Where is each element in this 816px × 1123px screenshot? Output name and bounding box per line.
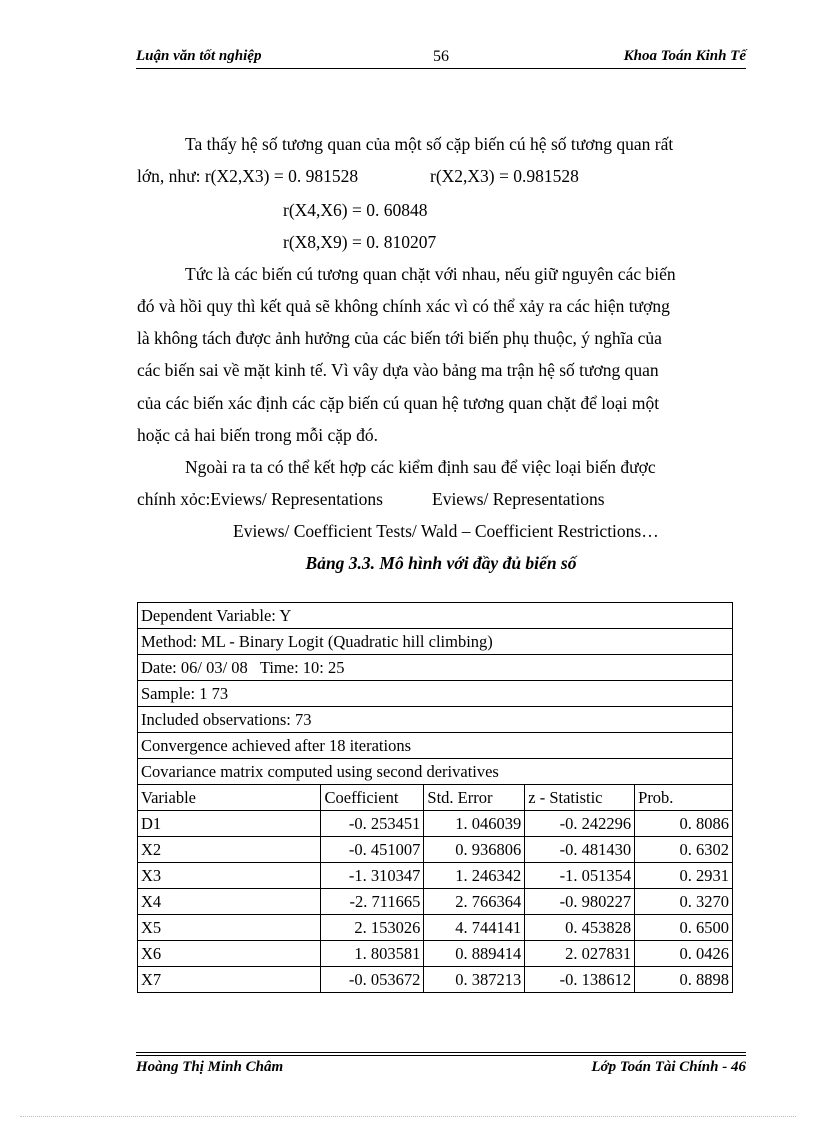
regression-table xyxy=(137,602,733,993)
cell-z-statistic: -0. 242296 xyxy=(525,811,635,837)
info-cell: Method: ML - Binary Logit (Quadratic hill climbing) xyxy=(138,629,733,655)
table-row xyxy=(138,967,733,993)
page-header xyxy=(136,48,746,68)
header-coefficient: Coefficient xyxy=(321,785,424,811)
cell-z-statistic: 0. 453828 xyxy=(525,915,635,941)
page-number: 56 xyxy=(433,48,449,65)
cell-coefficient: -1. 310347 xyxy=(321,863,424,889)
text-line: chính xỏc:Eviews/ Representations xyxy=(137,489,383,509)
info-row xyxy=(138,707,733,733)
info-cell: Covariance matrix computed using second derivatives xyxy=(138,759,733,785)
cell-variable: X7 xyxy=(138,967,321,993)
info-row xyxy=(138,681,733,707)
cell-z-statistic: -1. 051354 xyxy=(525,863,635,889)
cell-std-error: 0. 387213 xyxy=(424,967,525,993)
info-row xyxy=(138,655,733,681)
text-line: lớn, như: r(X2,X3) = 0. 981528 xyxy=(137,166,359,186)
info-row xyxy=(138,759,733,785)
cell-coefficient: -2. 711665 xyxy=(321,889,424,915)
cell-std-error: 0. 889414 xyxy=(424,941,525,967)
text-line: Tức là các biến cú tương quan chặt với nhau, nếu giữ nguyên các biến xyxy=(185,264,676,284)
cell-variable: X5 xyxy=(138,915,321,941)
text-line: các biến sai về mặt kinh tế. Vì vây dựa vào bảng ma trận hệ số tương quan xyxy=(137,360,659,380)
footer-author: Hoàng Thị Minh Châm xyxy=(136,1059,284,1075)
text-line: Eviews/ Representations xyxy=(432,489,605,509)
text-line: là không tách được ảnh hưởng của các biến tới biến phụ thuộc, ý nghĩa của xyxy=(137,328,662,348)
cell-variable: D1 xyxy=(138,811,321,837)
cell-std-error: 2. 766364 xyxy=(424,889,525,915)
cell-prob: 0. 0426 xyxy=(635,941,733,967)
table-row xyxy=(138,889,733,915)
cell-prob: 0. 6302 xyxy=(635,837,733,863)
table-row xyxy=(138,941,733,967)
cell-prob: 0. 2931 xyxy=(635,863,733,889)
text-line: r(X2,X3) = 0.981528 xyxy=(430,166,579,186)
footer-class: Lớp Toán Tài Chính - 46 xyxy=(591,1059,746,1075)
info-cell: Sample: 1 73 xyxy=(138,681,733,707)
cell-std-error: 0. 936806 xyxy=(424,837,525,863)
info-cell: Convergence achieved after 18 iterations xyxy=(138,733,733,759)
text-line: Eviews/ Coefficient Tests/ Wald – Coefficient Restrictions… xyxy=(233,521,659,541)
cell-std-error: 1. 046039 xyxy=(424,811,525,837)
cell-z-statistic: -0. 481430 xyxy=(525,837,635,863)
text-line: đó và hồi quy thì kết quả sẽ không chính xác vì có thể xảy ra các hiện tượng xyxy=(137,296,670,316)
cell-coefficient: 2. 153026 xyxy=(321,915,424,941)
cell-prob: 0. 8086 xyxy=(635,811,733,837)
text-line: r(X4,X6) = 0. 60848 xyxy=(283,200,428,220)
table-row xyxy=(138,811,733,837)
header-prob: Prob. xyxy=(635,785,733,811)
info-cell: Date: 06/ 03/ 08 Time: 10: 25 xyxy=(138,655,733,681)
text-line: Ngoài ra ta có thể kết hợp các kiểm định sau để việc loại biến được xyxy=(185,457,656,477)
info-cell: Dependent Variable: Y xyxy=(138,603,733,629)
header-rule xyxy=(136,68,746,69)
cell-coefficient: -0. 253451 xyxy=(321,811,424,837)
header-faculty: Khoa Toán Kinh Tế xyxy=(623,48,746,64)
cell-prob: 0. 3270 xyxy=(635,889,733,915)
table-row xyxy=(138,837,733,863)
cell-variable: X2 xyxy=(138,837,321,863)
text-line: của các biến xác định các cặp biến cú quan hệ tương quan chặt để loại một xyxy=(137,393,660,413)
cell-coefficient: -0. 451007 xyxy=(321,837,424,863)
header-thesis-title: Luận văn tốt nghiệp xyxy=(136,48,262,64)
cell-variable: X4 xyxy=(138,889,321,915)
header-variable: Variable xyxy=(138,785,321,811)
page-footer xyxy=(136,1059,746,1079)
info-row xyxy=(138,733,733,759)
cell-z-statistic: -0. 138612 xyxy=(525,967,635,993)
footer-rule xyxy=(136,1055,746,1056)
page-bottom-border xyxy=(20,1116,796,1117)
table-row xyxy=(138,915,733,941)
table-caption: Bảng 3.3. Mô hình với đầy đủ biến số xyxy=(305,553,577,573)
cell-z-statistic: -0. 980227 xyxy=(525,889,635,915)
text-line: Ta thấy hệ số tương quan của một số cặp biến cú hệ số tương quan rất xyxy=(185,134,674,154)
footer-rule xyxy=(136,1052,746,1053)
header-z-statistic: z - Statistic xyxy=(525,785,635,811)
cell-std-error: 4. 744141 xyxy=(424,915,525,941)
cell-variable: X3 xyxy=(138,863,321,889)
info-row xyxy=(138,629,733,655)
info-cell: Included observations: 73 xyxy=(138,707,733,733)
cell-std-error: 1. 246342 xyxy=(424,863,525,889)
cell-coefficient: -0. 053672 xyxy=(321,967,424,993)
table-header-row xyxy=(138,785,733,811)
header-std-error: Std. Error xyxy=(424,785,525,811)
text-line: r(X8,X9) = 0. 810207 xyxy=(283,232,437,252)
cell-prob: 0. 8898 xyxy=(635,967,733,993)
table-row xyxy=(138,863,733,889)
text-line: hoặc cả hai biến trong mỗi cặp đó. xyxy=(137,425,379,445)
cell-prob: 0. 6500 xyxy=(635,915,733,941)
cell-z-statistic: 2. 027831 xyxy=(525,941,635,967)
cell-variable: X6 xyxy=(138,941,321,967)
info-row xyxy=(138,603,733,629)
cell-coefficient: 1. 803581 xyxy=(321,941,424,967)
